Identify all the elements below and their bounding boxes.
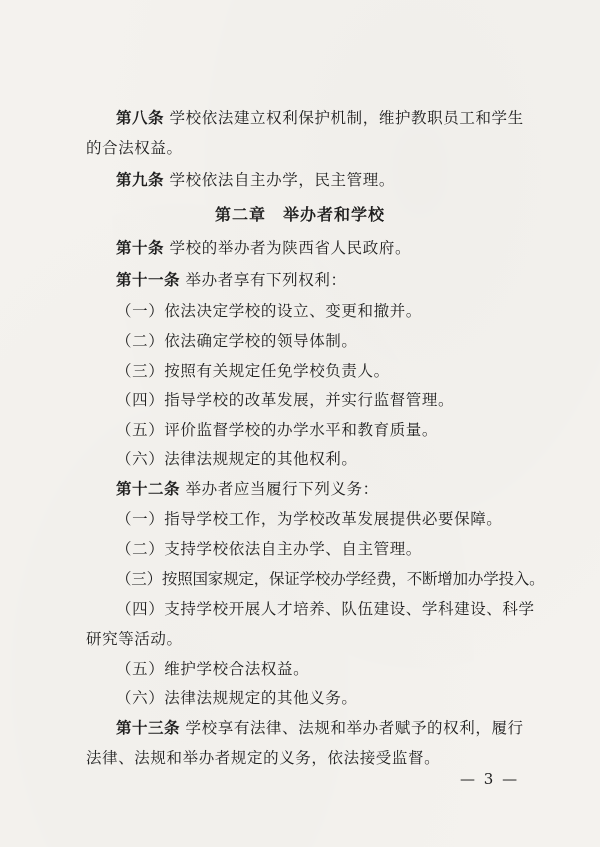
article-12 <box>116 479 586 499</box>
article-12-item-6: （六）法律法规规定的其他义务。 <box>116 689 358 707</box>
article-12-item-4-continued: 研究等活动。 <box>86 630 183 648</box>
article-12-item-1: （一）指导学校工作，为学校改革发展提供必要保障。 <box>116 510 503 528</box>
article-9-text: 学校依法自主办学，民主管理。 <box>169 171 395 189</box>
article-11-item-5: （五）评价监督学校的办学水平和教育质量。 <box>116 421 439 439</box>
article-10 <box>116 238 586 258</box>
article-9 <box>116 170 586 190</box>
article-12-label: 第十二条 <box>116 480 181 498</box>
article-8-line-2: 的合法权益。 <box>86 139 183 157</box>
article-12-text: 举办者应当履行下列义务： <box>185 480 379 498</box>
article-11-text: 举办者享有下列权利： <box>185 271 347 289</box>
article-10-text: 学校的举办者为陕西省人民政府。 <box>169 239 412 257</box>
article-11-label: 第十一条 <box>116 271 181 289</box>
article-10-label: 第十条 <box>116 239 165 257</box>
article-12-item-3: （三）按照国家规定，保证学校办学经费，不断增加办学投入。 <box>116 570 545 588</box>
article-11-item-2: （二）依法确定学校的领导体制。 <box>116 332 358 350</box>
article-9-label: 第九条 <box>116 171 165 189</box>
article-12-item-4: （四）支持学校开展人才培养、队伍建设、学科建设、科学 <box>116 600 535 618</box>
article-13-text: 学校享有法律、法规和举办者赋予的权利，履行 <box>185 719 524 737</box>
article-11-item-3: （三）按照有关规定任免学校负责人。 <box>116 362 390 380</box>
page-number: — 3 — <box>460 770 520 788</box>
article-12-item-2: （二）支持学校依法自主办学、自主管理。 <box>116 540 422 558</box>
article-8-line-1 <box>116 108 586 128</box>
chapter-2-heading: 第二章 举办者和学校 <box>214 205 385 224</box>
article-8-label: 第八条 <box>116 109 165 127</box>
article-8-text: 学校依法建立权利保护机制，维护教职员工和学生 <box>169 109 524 127</box>
article-12-item-5: （五）维护学校合法权益。 <box>116 660 310 678</box>
article-11-item-4: （四）指导学校的改革发展，并实行监督管理。 <box>116 391 455 409</box>
article-13-line-2: 法律、法规和举办者规定的义务，依法接受监督。 <box>86 749 441 767</box>
article-13-line-1 <box>116 718 586 738</box>
article-11 <box>116 270 586 290</box>
article-13-label: 第十三条 <box>116 719 181 737</box>
article-11-item-1: （一）依法决定学校的设立、变更和撤并。 <box>116 302 422 320</box>
article-11-item-6: （六）法律法规规定的其他权利。 <box>116 450 358 468</box>
